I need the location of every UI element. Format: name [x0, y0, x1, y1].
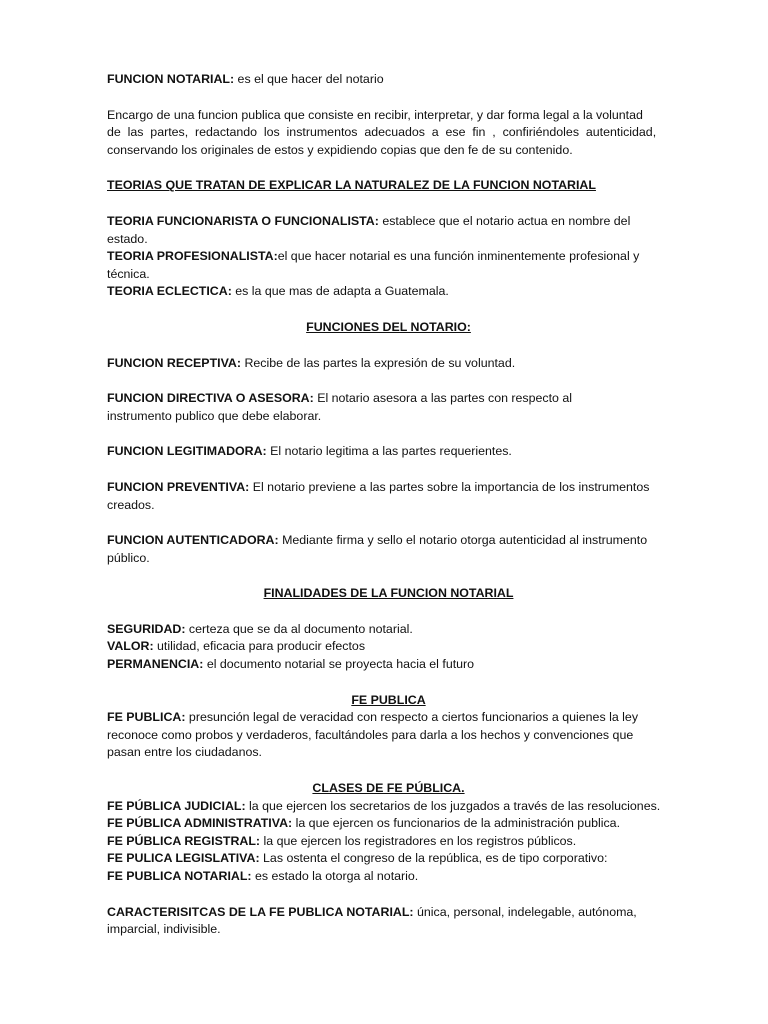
encargo-line: conservando los originales de estos y expidiendo copias que den fe de su contenido.: [107, 142, 573, 157]
finalidad-label: VALOR:: [107, 639, 154, 654]
funcion-text: Recibe de las partes la expresión de su voluntad.: [241, 355, 516, 370]
clase-item: [107, 815, 670, 833]
caracteristicas-label: CARACTERISITCAS DE LA FE PUBLICA NOTARIAL:: [107, 904, 414, 919]
funcion-item: [107, 355, 670, 373]
finalidades-heading: FINALIDADES DE LA FUNCION NOTARIAL: [263, 586, 514, 601]
finalidad-text: certeza que se da al documento notarial.: [185, 621, 413, 636]
teoria-label: TEORIA FUNCIONARISTA O FUNCIONALISTA:: [107, 213, 379, 228]
clase-text: la que ejercen los registradores en los registros públicos.: [260, 833, 577, 848]
funcion-text: Mediante firma y sello el notario otorga autenticidad al instrumento público.: [107, 533, 648, 565]
funcion-label: FUNCION LEGITIMADORA:: [107, 444, 267, 459]
teoria-item: [107, 283, 670, 301]
fe-publica-label: FE PUBLICA:: [107, 710, 186, 725]
finalidad-text: el documento notarial se proyecta hacia el futuro: [203, 657, 475, 672]
funcion-item: [107, 390, 637, 425]
caracteristicas-text: única, personal, indelegable, autónoma, imparcial, indivisible.: [107, 904, 637, 937]
teoria-text: es la que mas de adapta a Guatemala.: [231, 284, 449, 299]
finalidad-label: SEGURIDAD:: [107, 621, 186, 636]
finalidad-item: [107, 638, 670, 656]
clase-item: [107, 850, 670, 868]
funcion-label: FUNCION RECEPTIVA:: [107, 355, 242, 370]
clase-text: es estado la otorga al notario.: [251, 869, 419, 883]
funcion-text: El notario asesora a las partes con respecto al instrumento publico que debe elaborar.: [107, 391, 573, 423]
clase-label: FE PUBLICA NOTARIAL:: [107, 869, 252, 883]
teoria-label: TEORIA ECLECTICA:: [107, 284, 232, 299]
funcion-label: FUNCION PREVENTIVA:: [107, 479, 250, 494]
clase-label: FE PULICA LEGISLATIVA:: [107, 851, 260, 866]
encargo-line: de las partes, redactando los instrumentos adecuados a ese fin , confiriéndoles autenticidad,: [107, 125, 657, 140]
clase-item: [107, 833, 670, 851]
fe-publica-text: presunción legal de veracidad con respecto a ciertos funcionarios a quienes la ley reconoce como probos y verdaderos, facultándoles para darla a los hechos y convenciones que pasan entre los ciudadanos.: [107, 710, 639, 760]
teoria-item: [107, 213, 670, 248]
funcion-text: El notario previene a las partes sobre la importancia de los instrumentos creados.: [107, 479, 650, 512]
intro-label: FUNCION NOTARIAL:: [107, 72, 235, 86]
funcion-label: FUNCION DIRECTIVA O ASESORA:: [107, 391, 314, 406]
clase-text: la que ejercen os funcionarios de la administración publica.: [292, 816, 621, 831]
clase-item: [107, 868, 670, 886]
finalidad-text: utilidad, eficacia para producir efectos: [153, 639, 366, 654]
clase-label: FE PÚBLICA REGISTRAL:: [107, 833, 261, 848]
clases-heading: CLASES DE FE PÚBLICA.: [312, 781, 465, 796]
finalidad-label: PERMANENCIA:: [107, 657, 204, 672]
funcion-item: [107, 532, 662, 567]
fe-publica-heading: FE PUBLICA: [351, 692, 426, 707]
funciones-heading: FUNCIONES DEL NOTARIO:: [306, 319, 471, 334]
intro-paragraph: [107, 71, 670, 89]
funcion-item: [107, 443, 670, 461]
teorias-heading: TEORIAS QUE TRATAN DE EXPLICAR LA NATURALEZ DE LA FUNCION NOTARIAL: [107, 178, 596, 193]
clase-text: Las ostenta el congreso de la república, es de tipo corporativo:: [259, 851, 608, 866]
encargo-paragraph: [107, 107, 670, 160]
fe-publica-paragraph: [107, 709, 667, 762]
funcion-item: [107, 479, 662, 514]
teoria-item: [107, 248, 652, 283]
clase-text: la que ejercen los secretarios de los juzgados a través de las resoluciones.: [245, 798, 661, 813]
funcion-label: FUNCION AUTENTICADORA:: [107, 533, 279, 548]
finalidad-item: [107, 656, 670, 674]
caracteristicas-paragraph: [107, 904, 672, 939]
finalidad-item: [107, 621, 670, 639]
clase-label: FE PÚBLICA JUDICIAL:: [107, 798, 246, 813]
funcion-text: El notario legitima a las partes requerientes.: [266, 444, 512, 459]
teoria-label: TEORIA PROFESIONALISTA:: [107, 249, 278, 264]
teoria-text: el que hacer notarial es una función inminentemente profesional y técnica.: [107, 249, 640, 281]
encargo-line: Encargo de una funcion publica que consiste en recibir, interpretar, y dar forma legal a la voluntad: [107, 107, 643, 122]
teoria-text: establece que el notario actua en nombre del estado.: [107, 213, 631, 246]
intro-text: es el que hacer del notario: [234, 72, 384, 86]
clase-label: FE PÚBLICA ADMINISTRATIVA:: [107, 816, 293, 831]
clase-item: [107, 798, 670, 816]
